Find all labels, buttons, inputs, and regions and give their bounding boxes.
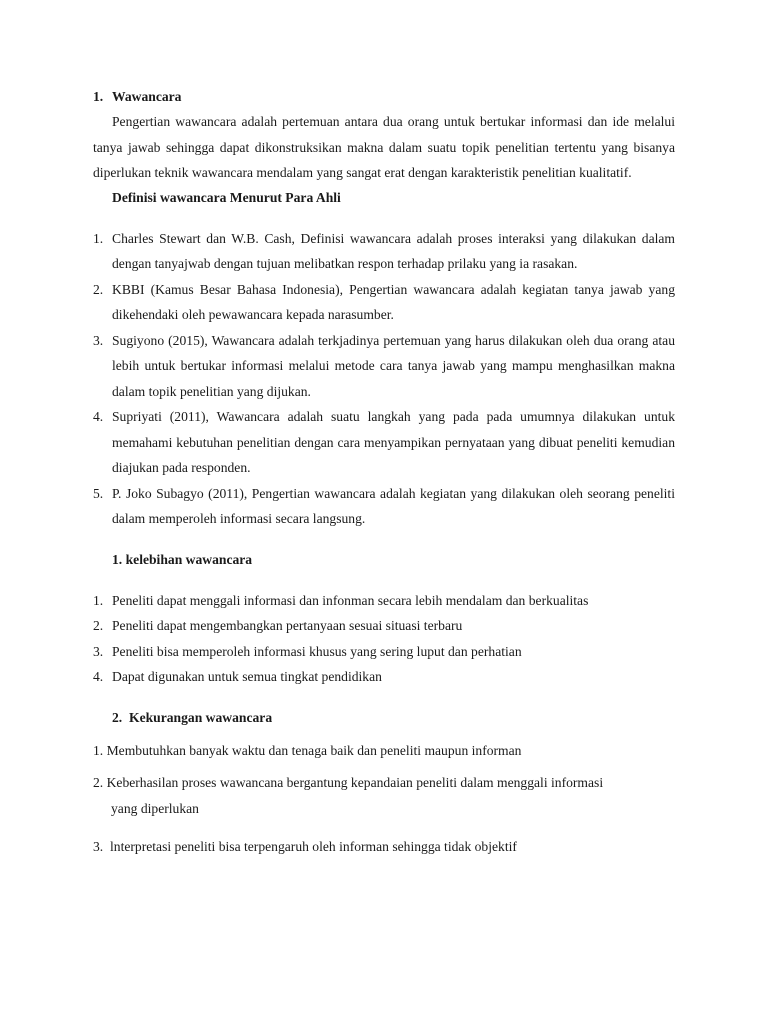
disadvantage-item: 3. lnterpretasi peneliti bisa terpengaruh oleh informan sehingga tidak objektif [93,839,517,854]
advantage-item: 4. Dapat digunakan untuk semua tingkat pendidikan [93,669,382,684]
definition-item: 5. P. Joko Subagyo (2011), Pengertian wawancara adalah kegiatan yang dilakukan oleh seorang peneliti dalam memperoleh informasi secara langsung. [93,485,675,526]
advantage-item: 2. Peneliti dapat mengembangkan pertanyaan sesuai situasi terbaru [93,618,463,633]
document-page [93,84,675,860]
definitions-heading: Definisi wawancara Menurut Para Ahli [112,189,341,205]
definition-item: 4. Supriyati (2011), Wawancara adalah suatu langkah yang pada pada umumnya dilakukan untuk memahami kebutuhan penelitian dengan cara menyampikan pernyataan yang dibuat peneliti kemudian diajukan pada responden. [93,409,675,475]
disadvantage-item: 1. Membutuhkan banyak waktu dan tenaga baik dan peneliti maupun informan [93,742,522,758]
advantage-item: 3. Peneliti bisa memperoleh informasi khusus yang sering luput dan perhatian [93,643,522,659]
advantages-list [93,588,675,690]
definition-item: 3. Sugiyono (2015), Wawancara adalah terkjadinya pertemuan yang harus dilakukan oleh dua orang atau lebih untuk bertukar informasi melalui metode cara tanya jawab yang mampu menghasilkan makna dalam topik penelitian yang dijukan. [93,332,675,399]
section-number: 1. [93,88,104,104]
definitions-list [93,226,675,532]
section-title: Wawancara [112,88,182,104]
section-heading-wawancara [93,84,675,109]
advantages-heading: 1. kelebihan wawancara [112,551,253,567]
advantage-item: 1. Peneliti dapat menggali informasi dan infonman secara lebih mendalam dan berkualitas [93,592,589,608]
definition-item: 1. Charles Stewart dan W.B. Cash, Definisi wawancara adalah proses interaksi yang dilakukan dalam dengan tanyajwab dengan tujuan melibatkan respon terhadap prilaku yang ia rasakan. [93,230,675,271]
intro-paragraph: Pengertian wawancara adalah pertemuan antara dua orang untuk bertukar informasi dan ide melalui tanya jawab sehingga dapat dikonstruksikan makna dalam suatu topik penelitian tertentu yang bisanya diperlukan teknik wawancara mendalam yang sangat erat dengan karakteristik penelitian kualitatif. [93,114,675,180]
disadvantages-heading: 2. Kekurangan wawancara [112,709,273,725]
disadvantage-item: 2. Keberhasilan proses wawancana bergantung kepandaian peneliti dalam menggali informasi yang diperlukan [93,775,604,816]
definition-item: 2. KBBI (Kamus Besar Bahasa Indonesia), Pengertian wawancara adalah kegiatan tanya jawab yang dikehendaki oleh pewawancara kepada narasumber. [93,281,675,322]
